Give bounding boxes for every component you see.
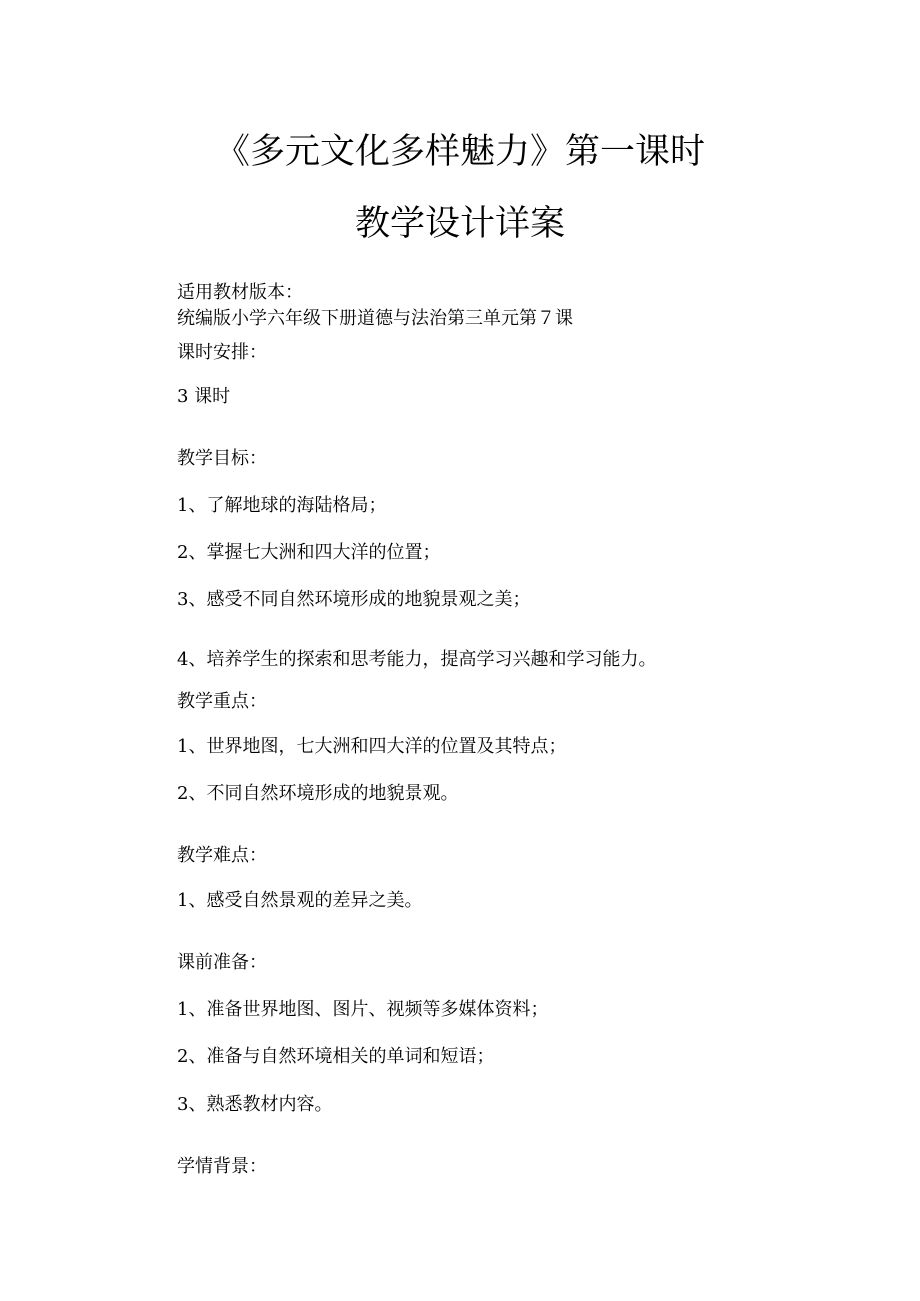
objective-item: 1、了解地球的海陆格局； [177, 495, 387, 516]
objective-item: 2、掌握七大洲和四大洋的位置； [177, 542, 441, 563]
key-points-heading: 教学重点： [177, 691, 267, 712]
textbook-label: 适用教材版本： [177, 282, 303, 303]
key-point-item: 1、世界地图，七大洲和四大洋的位置及其特点； [177, 736, 567, 757]
objective-item: 4、培养学生的探索和思考能力，提高学习兴趣和学习能力。 [177, 649, 657, 670]
difficulty-item: 1、感受自然景观的差异之美。 [177, 890, 423, 911]
document-subtitle: 教学设计详案 [354, 204, 565, 244]
key-point-item: 2、不同自然环境形成的地貌景观。 [177, 783, 459, 804]
background-heading: 学情背景： [177, 1156, 267, 1177]
preparation-item: 1、准备世界地图、图片、视频等多媒体资料； [177, 999, 549, 1020]
schedule-label: 课时安排： [177, 342, 267, 363]
textbook-value: 统编版小学六年级下册道德与法治第三单元第７课 [177, 308, 573, 329]
difficulties-heading: 教学难点： [177, 845, 267, 866]
objectives-heading: 教学目标： [177, 448, 267, 469]
preparation-item: 2、准备与自然环境相关的单词和短语； [177, 1046, 495, 1067]
preparation-item: 3、熟悉教材内容。 [177, 1094, 333, 1115]
document-title: 《多元文化多样魅力》第一课时 [214, 132, 705, 172]
schedule-value: 3 课时 [177, 386, 231, 407]
objective-item: 3、感受不同自然环境形成的地貌景观之美； [177, 589, 531, 610]
preparation-heading: 课前准备： [177, 952, 267, 973]
